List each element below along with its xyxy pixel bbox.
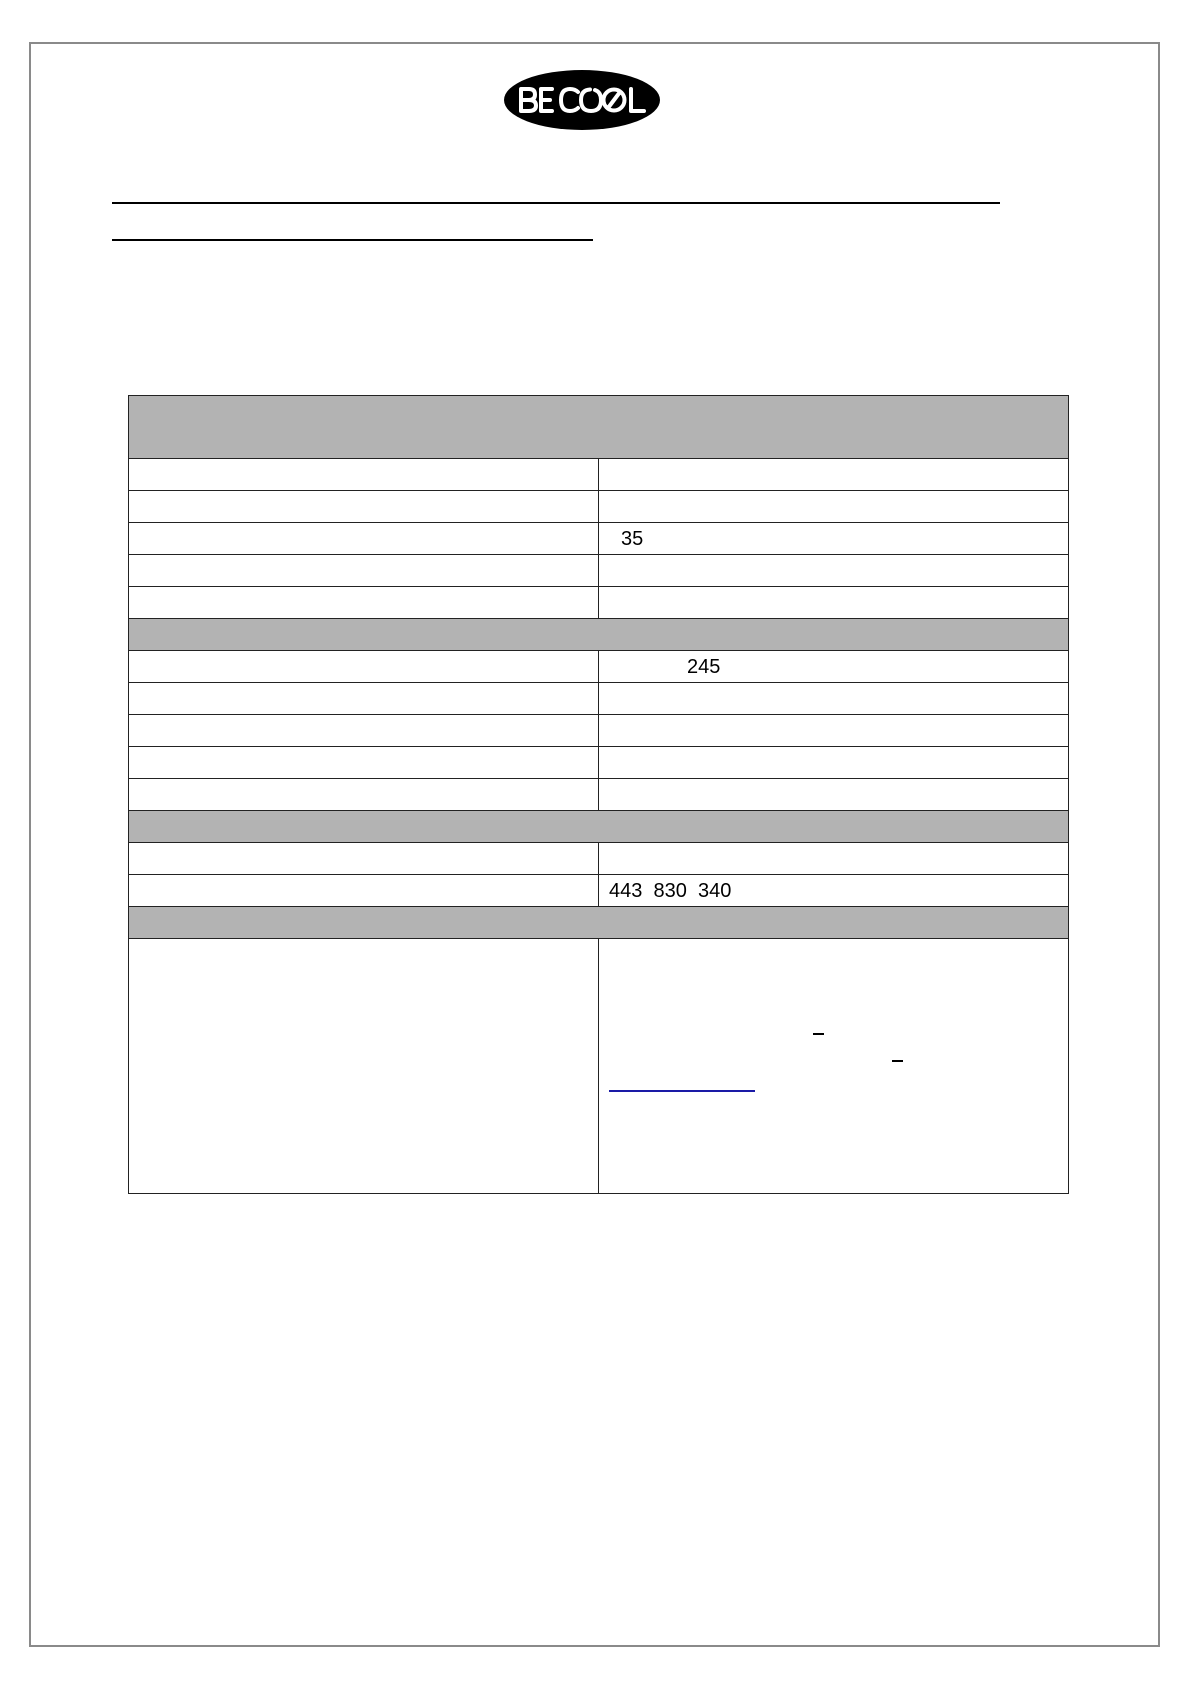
row-label bbox=[129, 523, 599, 555]
table-row bbox=[129, 779, 1069, 811]
row-value: 245 bbox=[599, 651, 1069, 683]
row-value bbox=[599, 587, 1069, 619]
table-row bbox=[129, 555, 1069, 587]
row-value bbox=[599, 779, 1069, 811]
row-label bbox=[129, 779, 599, 811]
table-row bbox=[129, 491, 1069, 523]
row-value bbox=[599, 715, 1069, 747]
row-label bbox=[129, 747, 599, 779]
table-row bbox=[129, 459, 1069, 491]
dash-mark bbox=[892, 1060, 903, 1062]
logo-graphic bbox=[504, 70, 660, 130]
note-value-cell bbox=[599, 939, 1069, 1194]
table-row bbox=[129, 587, 1069, 619]
section-header-cell bbox=[129, 619, 1069, 651]
title-underline-2 bbox=[112, 239, 593, 241]
specification-table bbox=[128, 395, 1069, 1194]
row-label bbox=[129, 459, 599, 491]
dash-mark bbox=[813, 1033, 824, 1035]
table-row bbox=[129, 651, 1069, 683]
table-row bbox=[129, 875, 1069, 907]
row-label bbox=[129, 683, 599, 715]
row-label bbox=[129, 651, 599, 683]
section-header-row bbox=[129, 907, 1069, 939]
table-row bbox=[129, 843, 1069, 875]
row-value bbox=[599, 459, 1069, 491]
row-value bbox=[599, 683, 1069, 715]
row-value bbox=[599, 747, 1069, 779]
row-label bbox=[129, 587, 599, 619]
row-label bbox=[129, 715, 599, 747]
table-row bbox=[129, 715, 1069, 747]
row-label bbox=[129, 491, 599, 523]
row-label bbox=[129, 555, 599, 587]
row-value bbox=[599, 491, 1069, 523]
table-row-note bbox=[129, 939, 1069, 1194]
section-header-cell bbox=[129, 811, 1069, 843]
section-header-cell bbox=[129, 907, 1069, 939]
section-header-row bbox=[129, 619, 1069, 651]
row-value: 35 bbox=[599, 523, 1069, 555]
row-value bbox=[599, 843, 1069, 875]
table-row bbox=[129, 523, 1069, 555]
title-underline-1 bbox=[112, 202, 1000, 204]
table-row bbox=[129, 683, 1069, 715]
be-cool-logo bbox=[504, 70, 660, 130]
table-header-row bbox=[129, 396, 1069, 459]
note-label bbox=[129, 939, 599, 1194]
section-header-row bbox=[129, 811, 1069, 843]
row-value bbox=[599, 555, 1069, 587]
row-label bbox=[129, 843, 599, 875]
row-value: 443 830 340 bbox=[599, 875, 1069, 907]
row-label bbox=[129, 875, 599, 907]
hyperlink-underline[interactable] bbox=[609, 1090, 755, 1092]
table-header-cell bbox=[129, 396, 1069, 459]
table-row bbox=[129, 747, 1069, 779]
